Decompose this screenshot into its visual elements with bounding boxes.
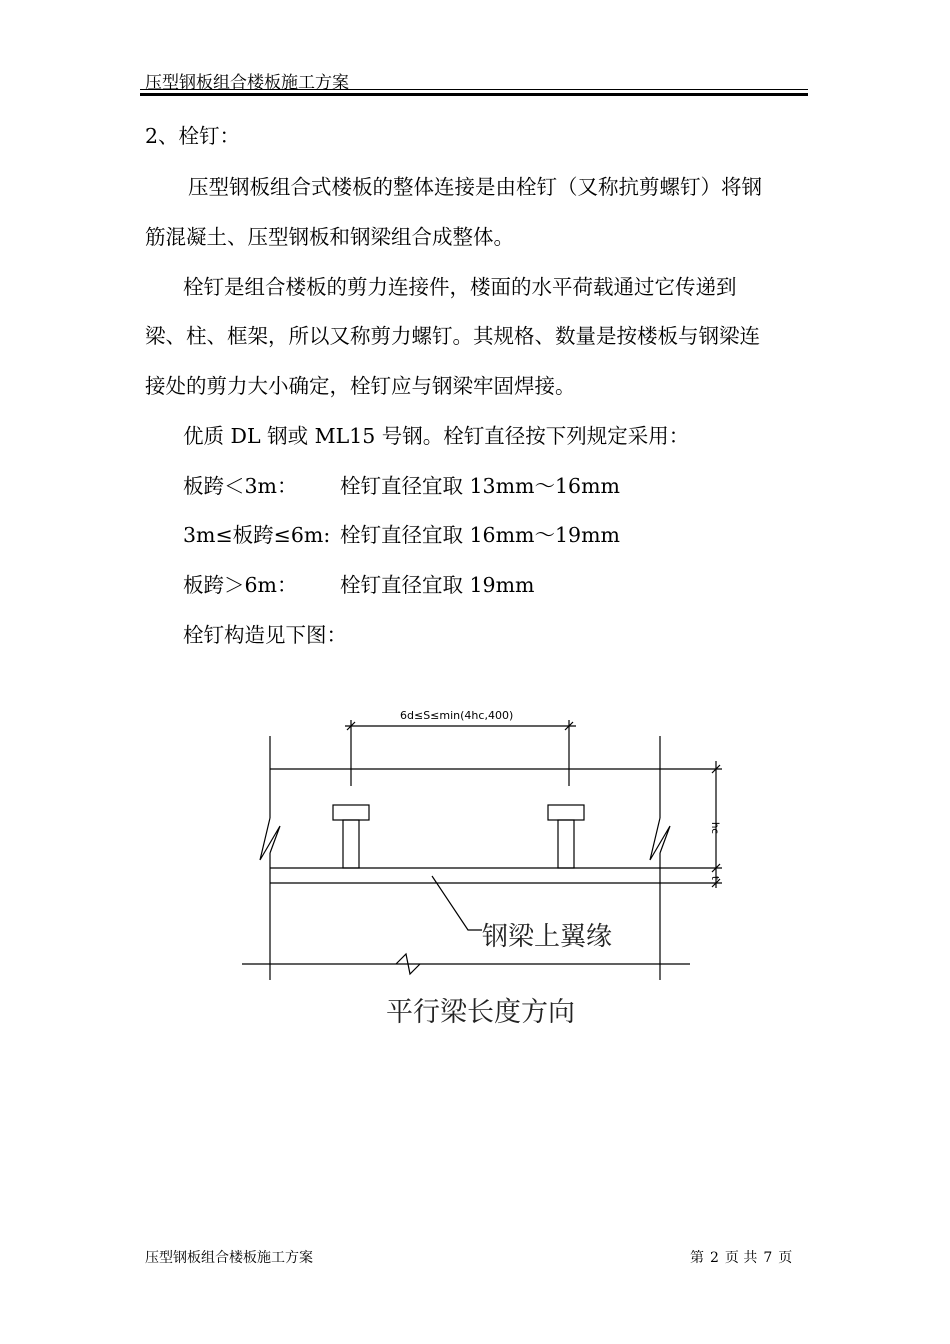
paragraph-2-line-2: 梁、柱、框架，所以又称剪力螺钉。其规格、数量是按楼板与钢梁连 xyxy=(145,324,760,348)
hc-label: hc xyxy=(709,822,720,834)
stud-2-shank xyxy=(558,820,574,868)
paragraph-1-line-1: 压型钢板组合式楼板的整体连接是由栓钉（又称抗剪螺钉）将钢 xyxy=(188,175,762,199)
page-suffix: 页 xyxy=(778,1250,793,1266)
spec-row-3-value: 栓钉直径宜取 19mm xyxy=(340,573,535,597)
spec-row-2-condition: 3m≤板跨≤6m: xyxy=(183,523,331,547)
header-rule-thick xyxy=(140,93,808,96)
stud-1-shank xyxy=(343,820,359,868)
flange-leader-line xyxy=(432,876,482,930)
page-current: 2 xyxy=(710,1250,719,1266)
stud-1-head xyxy=(333,805,369,820)
spec-row-2-value: 栓钉直径宜取 16mm～19mm xyxy=(340,523,620,547)
spec-row-3-condition: 板跨＞6m： xyxy=(183,573,298,597)
page-mid: 页 共 xyxy=(724,1250,758,1266)
footer-title: 压型钢板组合楼板施工方案 xyxy=(145,1250,313,1266)
figure-caption: 平行梁长度方向 xyxy=(386,997,575,1028)
spec-row-1-condition: 板跨＜3m： xyxy=(183,474,298,498)
spec-row-1-value: 栓钉直径宜取 13mm～16mm xyxy=(340,474,620,498)
paragraph-2-line-3: 接处的剪力大小确定，栓钉应与钢梁牢固焊接。 xyxy=(145,374,576,398)
footer-page-number xyxy=(690,1247,798,1267)
stud-detail-figure xyxy=(200,698,762,1048)
spacing-label: 6d≤S≤min(4hc,400) xyxy=(400,709,514,722)
paragraph-1-line-2: 筋混凝土、压型钢板和钢梁组合成整体。 xyxy=(145,225,514,249)
figure-intro: 栓钉构造见下图： xyxy=(183,623,347,647)
flange-label: 钢梁上翼缘 xyxy=(482,922,613,952)
stud-2-head xyxy=(548,805,584,820)
t-label: t xyxy=(709,876,720,880)
paragraph-2-line-1: 栓钉是组合楼板的剪力连接件，楼面的水平荷载通过它传递到 xyxy=(183,275,737,299)
header-title: 压型钢板组合楼板施工方案 xyxy=(145,73,349,93)
page-prefix: 第 xyxy=(690,1250,704,1266)
section-heading: 2、栓钉： xyxy=(145,124,241,148)
page-total: 7 xyxy=(763,1250,773,1266)
stud-detail-drawing xyxy=(200,698,762,1048)
header-rule-thin xyxy=(140,89,808,90)
paragraph-3: 优质 DL 钢或 ML15 号钢。栓钉直径按下列规定采用： xyxy=(183,424,690,448)
